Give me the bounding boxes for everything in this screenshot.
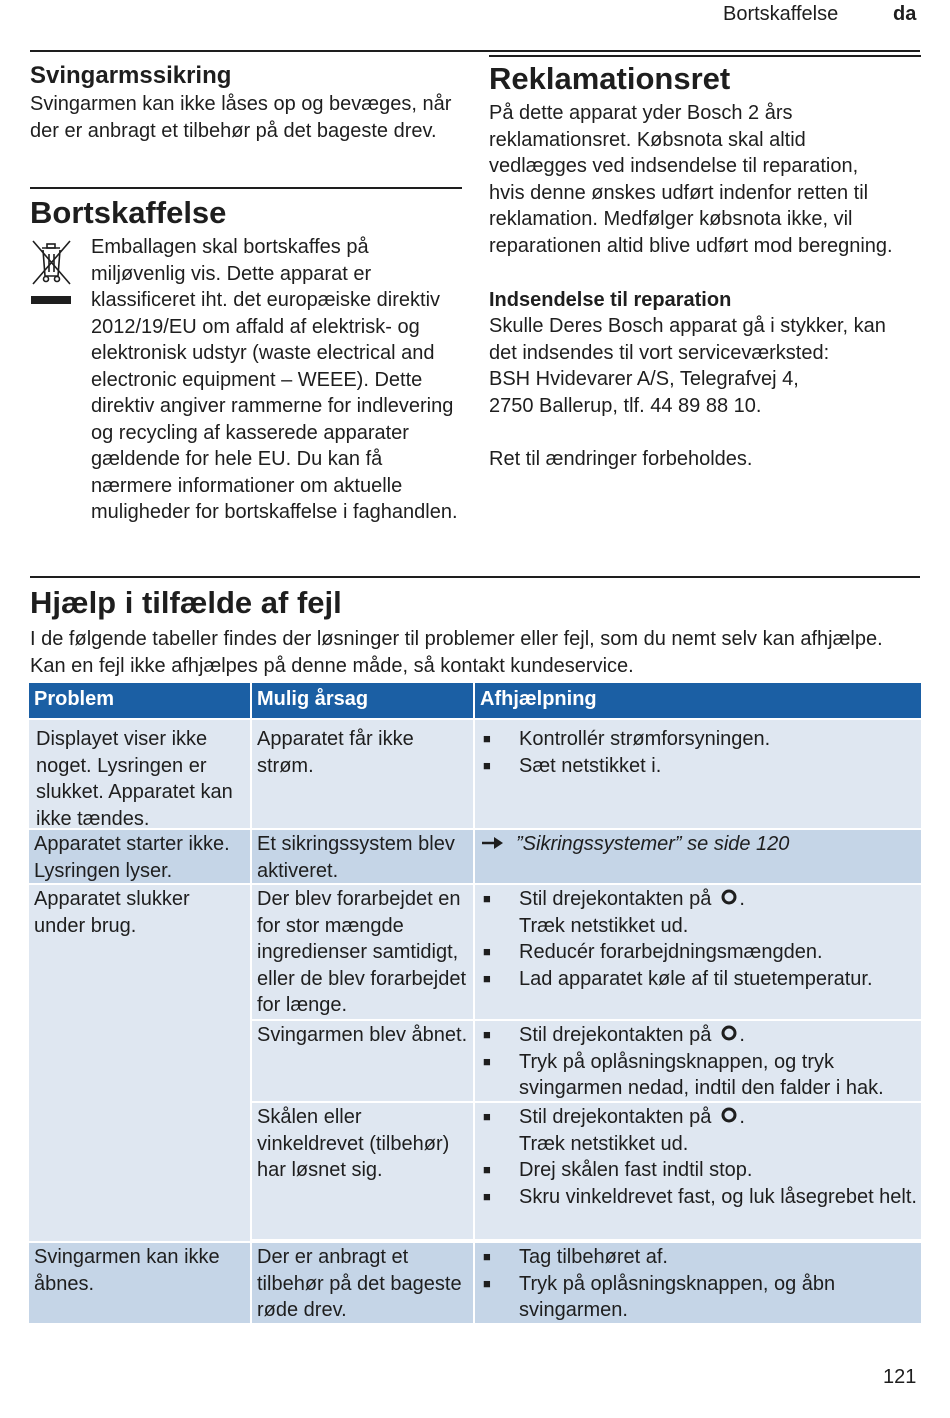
weee-bin-icon: [30, 238, 72, 308]
page-number: 121: [883, 1366, 917, 1388]
remedy-cell: [475, 830, 921, 883]
remedy-text: Reducér forarbejdningsmængden.: [519, 941, 823, 963]
warranty-text: På dette apparat yder Bosch 2 års reklamationsret. Købsnota skal altid vedlægges ved indsendelse til reparation, hvis denne ønskes udført indenfor retten til reklamation. Medfølger købsnota ikke, vil reparationen altid blive udført mod beregning.: [489, 102, 893, 257]
cause-cell: Skålen eller vinkeldrevet (tilbehør) har løsnet sig.: [252, 1103, 473, 1239]
cause-cell: Der blev forarbejdet en for stor mængde ingredienser samtidigt, eller de blev forarbejdet for længe.: [252, 885, 473, 1019]
problem-cell: Displayet viser ikke noget. Lysringen er slukket. Apparatet kan ikke tændes.: [29, 720, 250, 828]
table-header-row: [29, 683, 921, 718]
remedy-item: [480, 966, 917, 993]
remedy-cell: [475, 885, 921, 1019]
square-bullet-icon: ■: [483, 944, 491, 959]
safety-heading: Svingarmssikring: [30, 62, 232, 89]
remedy-text: Sæt netstikket i.: [519, 754, 662, 777]
disposal-heading: Bortskaffelse: [30, 195, 227, 230]
square-bullet-icon: ■: [483, 1027, 491, 1042]
knob-off-position-icon: [719, 1105, 739, 1125]
safety-text: Svingarmen kan ikke låses op og bevæges, når der er anbragt et tilbehør på det bageste drev.: [30, 93, 452, 142]
square-bullet-icon: ■: [483, 1249, 491, 1264]
sub-row: [252, 885, 921, 1019]
remedy-text: Kontrollér strømforsyningen.: [519, 728, 771, 750]
column-header-problem: Problem: [29, 683, 250, 718]
problem-cell: Apparatet slukker under brug.: [29, 885, 250, 1241]
reference-text: ”Sikringssystemer” se side 120: [516, 833, 790, 855]
remedy-text: Stil drejekontakten på: [519, 888, 712, 910]
square-bullet-icon: ■: [483, 1275, 491, 1291]
sub-row: [252, 1021, 921, 1101]
section-rule: [30, 187, 462, 189]
remedy-item: [480, 726, 917, 753]
cause-cell: Apparatet får ikke strøm.: [252, 720, 473, 828]
remedy-text: Stil drejekontakten på: [519, 1106, 712, 1128]
table-row: [29, 720, 921, 828]
cause-cell: Et sikringssystem blev aktiveret.: [252, 830, 473, 883]
square-bullet-icon: ■: [483, 1162, 491, 1177]
remedy-cell: [475, 720, 921, 828]
arrow-right-icon: [482, 836, 504, 850]
knob-off-position-icon: [719, 1023, 739, 1043]
sub-row: [252, 1103, 921, 1239]
remedy-text: Lad apparatet køle af til stuetemperatur.: [519, 967, 873, 990]
remedy-text: Træk netstikket ud.: [519, 1132, 689, 1155]
remedy-text: Tag tilbehøret af.: [519, 1246, 668, 1268]
cause-cell: Der er anbragt et tilbehør på det bageste røde drev.: [252, 1243, 473, 1323]
square-bullet-icon: ■: [483, 1053, 491, 1069]
square-bullet-icon: ■: [483, 1188, 491, 1204]
warranty-heading: Reklamationsret: [489, 61, 731, 96]
remedy-item: [480, 939, 917, 966]
square-bullet-icon: ■: [483, 970, 491, 986]
remedy-text: Drej skålen fast indtil stop.: [519, 1159, 753, 1181]
table-row: [29, 830, 921, 883]
remedy-item: [480, 1271, 917, 1324]
troubleshooting-table: [29, 683, 921, 1323]
remedy-text: Skru vinkeldrevet fast, og luk låsegrebet helt.: [519, 1185, 917, 1208]
section-rule: [489, 55, 921, 57]
remedy-item: [480, 1049, 917, 1102]
repair-line: BSH Hvidevarer A/S, Telegrafvej 4,: [489, 368, 799, 390]
header-rule: [30, 50, 920, 52]
remedy-item: [480, 753, 917, 780]
knob-off-position-icon: [719, 887, 739, 907]
remedy-text: Stil drejekontakten på: [519, 1024, 712, 1046]
troubleshooting-intro: I de følgende tabeller findes der løsninger til problemer eller fejl, som du nemt selv kan afhjælpe. Kan en fejl ikke afhjælpes på denne måde, så kontakt kundeservice.: [30, 628, 883, 677]
section-rule: [30, 576, 920, 578]
remedy-item: ■ Stil drejekontakten på .: [480, 1022, 917, 1049]
remedy-text: Tryk på oplåsningsknappen, og åbn svingarmen.: [519, 1272, 836, 1321]
disposal-text: Emballagen skal bortskaffes på miljøvenlig vis. Dette apparat er klassificeret iht. det europæiske direktiv 2012/19/EU om affald af elektrisk- og elektronisk udstyr (waste electrical and electronic equipment – WEEE). Dette direktiv angiver rammerne for indlevering og recycling af kasserede apparater gældende for hele EU. Du kan få nærmere informationer om aktuelle muligheder for bortskaffelse i faghandlen.: [91, 236, 458, 523]
repair-line: 2750 Ballerup, tlf. 44 89 88 10.: [489, 394, 762, 417]
cause-cell: Svingarmen blev åbnet.: [252, 1021, 473, 1101]
square-bullet-icon: ■: [483, 757, 491, 773]
remedy-item: ■ Stil drejekontakten på .: [480, 1104, 917, 1131]
column-header-cause: Mulig årsag: [252, 683, 473, 718]
repair-address: [489, 313, 909, 419]
running-header-language: da: [893, 3, 917, 25]
remedy-item: ■ Stil drejekontakten på .: [480, 886, 917, 913]
remedy-item: [480, 1244, 917, 1271]
table-row: [29, 885, 921, 1241]
troubleshooting-heading: Hjælp i tilfælde af fejl: [30, 585, 342, 620]
column-header-remedy: Afhjælpning: [475, 683, 921, 718]
remedy-cell: [475, 1243, 921, 1323]
remedy-item: [480, 1184, 917, 1211]
square-bullet-icon: ■: [483, 1109, 491, 1124]
remedy-cell: [475, 1103, 921, 1239]
cause-remedy-group: [252, 885, 921, 1241]
remedy-item: [480, 1157, 917, 1184]
remedy-cell: [475, 1021, 921, 1101]
square-bullet-icon: ■: [483, 731, 491, 746]
running-header-section: Bortskaffelse: [723, 3, 839, 25]
remedy-text: Tryk på oplåsningsknappen, og tryk svingarmen nedad, indtil den falder i hak.: [519, 1050, 884, 1099]
repair-line: Skulle Deres Bosch apparat gå i stykker, kan det indsendes til vort serviceværksted:: [489, 315, 886, 364]
problem-cell: Apparatet starter ikke. Lysringen lyser.: [29, 830, 250, 883]
repair-heading: Indsendelse til reparation: [489, 289, 732, 311]
table-row: [29, 1243, 921, 1323]
changes-note: Ret til ændringer forbeholdes.: [489, 448, 753, 470]
square-bullet-icon: ■: [483, 891, 491, 906]
remedy-text: Træk netstikket ud.: [519, 914, 689, 937]
reference-link[interactable]: [480, 831, 917, 858]
problem-cell: Svingarmen kan ikke åbnes.: [29, 1243, 250, 1323]
